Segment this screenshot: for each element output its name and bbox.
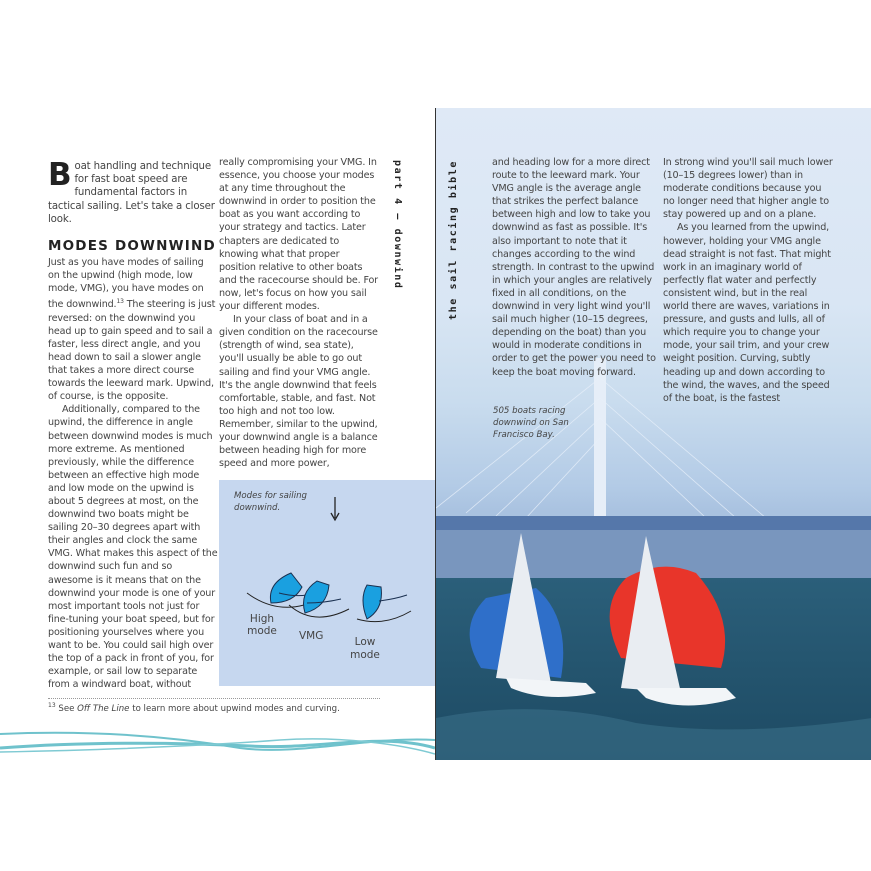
left-column-2 [219, 156, 379, 470]
right-page [435, 108, 871, 760]
body-paragraph: Additionally, compared to the upwind, the difference in angle between downwind modes is much more extreme. As mentioned previously, while the difference between an effective high mode and low mode on the upwind is about 5 degrees at most, on the downwind two boats might be sailing 20–30 degrees apart with their angles and clock the same VMG. What makes this aspect of the downwind such fun and so awesome is it means that on the downwind your mode is one of your most important tools not just for fine-tuning your boat speed, but for positioning yourselves where you want to be. You could sail high over the top of a pack in front of you, for example, or sail low to separate from a windward boat, without [48, 404, 218, 691]
body-paragraph: In your class of boat and in a given condition on the racecourse (strength of wind, sea state), you'll usually be able to go out sailing and find your VMG angle. It's the angle downwind that feels comfortable, stable, and fast. Not too high and not too low. Remember, similar to the upwind, your downwind angle is a balance between heading high for more speed and more power, [219, 314, 378, 470]
body-paragraph: and heading low for a more direct route to the leeward mark. Your VMG angle is the average angle that strikes the perfect balance between high and low to take you downwind as fast as possible. It's also important to note that it changes according to the wind strength. In contrast to the upwind in which your angles are relatively fixed in all conditions, on the downwind in very light wind you'll sail much higher (10–15 degrees, depending on the boat) than you would in moderate conditions in order to get the power you need to keep the boat moving forward. [492, 157, 656, 378]
footnote-divider [48, 698, 380, 699]
book-title: Off The Line [77, 703, 130, 714]
right-column-1 [492, 156, 657, 379]
intro-paragraph: Boat handling and technique for fast boat speed are fundamental factors in tactical sailing. Let's take a closer look. [48, 157, 215, 225]
label-vmg: VMG [299, 630, 324, 642]
left-column-1 [48, 157, 218, 691]
label-high-mode: High mode [247, 613, 277, 637]
body-paragraph: really compromising your VMG. In essence, you choose your modes at any time throughout the downwind in order to position the boat as you want according to your strategy and tactics. Later chapters are dedicated to knowing what that proper position relative to other boats and the racecourse should be. For now, let's focus on how you sail your different modes. [219, 157, 378, 313]
body-paragraph: Just as you have modes of sailing on the upwind (high mode, low mode, VMG), you have modes on the downwind.$^{13}$ The steering is just reversed: on the downwind you head up to gain speed and to sail a faster, less direct angle, and you head down to sail a slower angle that takes a more direct course towards the leeward mark. Upwind, of course, is the opposite. [48, 257, 216, 403]
modes-diagram [219, 480, 435, 686]
footnote: $^{13}$ See Off The Line to learn more about upwind modes and curving. [48, 702, 340, 714]
label-low-mode: Low mode [350, 636, 380, 661]
footnote-ref[interactable]: 13 [116, 298, 124, 306]
left-page [0, 108, 435, 760]
running-head-left: part 4 – downwind [392, 160, 403, 290]
wave-decoration [0, 726, 435, 760]
body-paragraph: As you learned from the upwind, however, holding your VMG angle dead straight is not fast. That might work in an imaginary world of perfectly flat water and perfectly consistent wind, but in the real world there are waves, variations in pressure, and gusts and lulls, all of which require you to change your mode, your sail trim, and your crew weight position. Curving, subtly heading up and down according to the wind, the waves, and the speed of the boat, is the fastest [663, 222, 831, 404]
diagram-caption: Modes for sailing downwind. [234, 491, 307, 513]
photo-caption: 505 boats racing downwind on San Francisco Bay. [493, 406, 569, 440]
body-paragraph: In strong wind you'll sail much lower (10–15 degrees lower) than in moderate conditions because you no longer need that higher angle to stay powered up and on a plane. [663, 157, 833, 221]
drop-cap: B [48, 157, 72, 193]
running-head-right: the sail racing bible [448, 160, 459, 321]
right-column-2 [663, 156, 833, 405]
wind-arrow-icon [329, 496, 341, 522]
section-heading: MODES DOWNWIND [48, 238, 216, 255]
